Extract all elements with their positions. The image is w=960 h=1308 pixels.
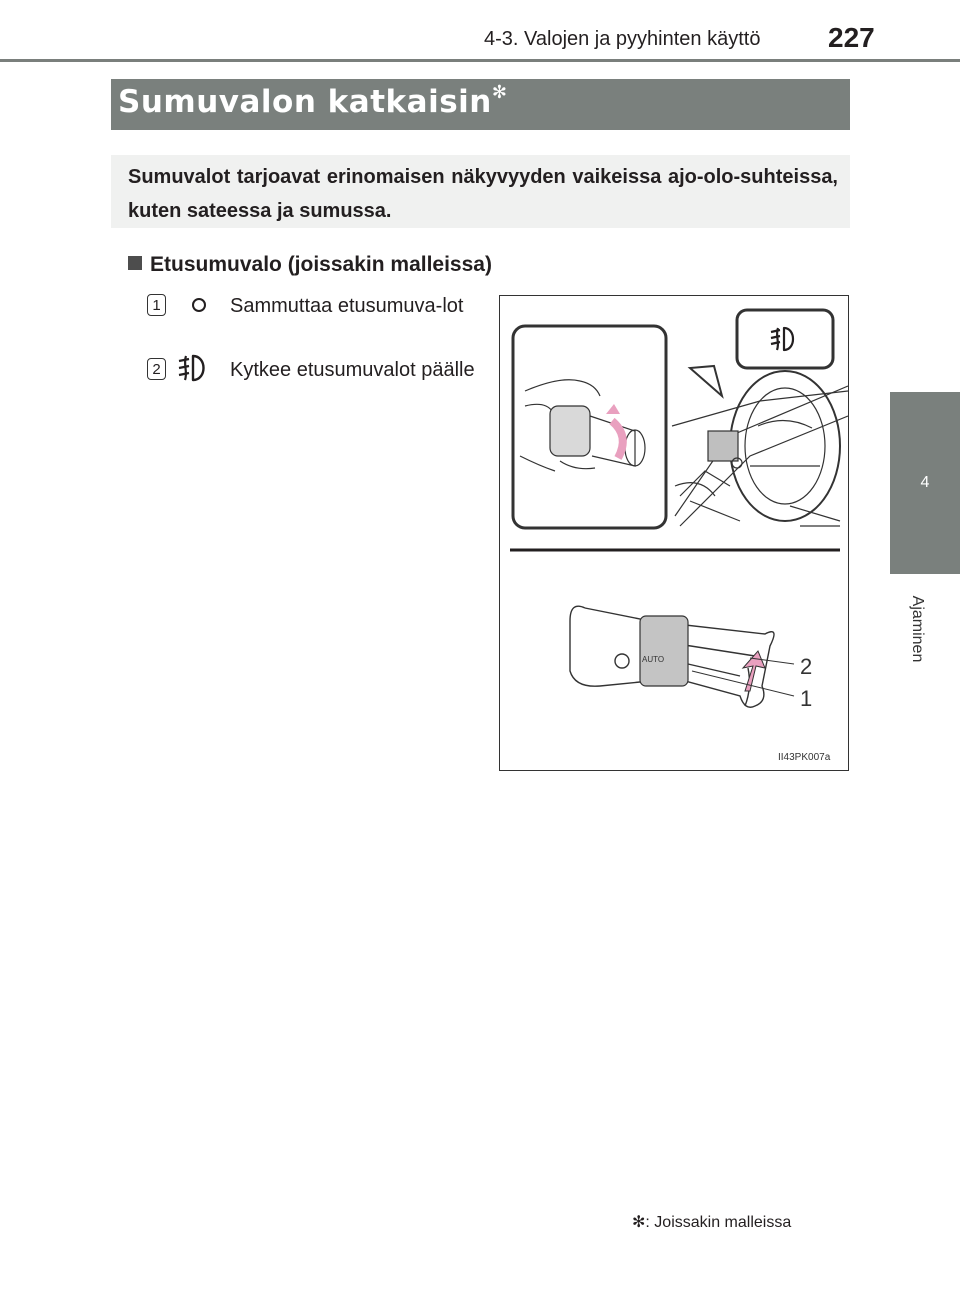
chapter-number: 4 — [920, 474, 930, 491]
page-number: 227 — [828, 22, 875, 53]
chapter-label-text: Ajaminen — [909, 595, 926, 663]
footnote — [632, 1212, 791, 1232]
footnote-marker: ✻ — [632, 1214, 646, 1231]
square-bullet-icon — [128, 256, 142, 270]
switch-illustration — [499, 295, 849, 771]
title-marker: ✻ — [491, 82, 508, 103]
item-number-badge: 1 — [147, 294, 166, 316]
item-description-text: Kytkee etusumuvalot päälle — [230, 359, 475, 381]
callout-1: 1 — [800, 686, 813, 711]
section-heading — [128, 253, 492, 277]
chapter-tab — [890, 392, 960, 574]
item-description: Sammuttaa etusumuva-lot — [230, 295, 464, 317]
figure-code: II43PK007a — [778, 752, 831, 763]
page-title — [118, 84, 507, 120]
header-rule — [0, 59, 960, 62]
fog-light-off-icon — [192, 298, 206, 312]
intro-text: Sumuvalot tarjoavat erinomaisen näkyvyyden vaikeissa ajo-olo-suhteissa, kuten sateessa ja sumussa. — [128, 166, 838, 222]
auto-label: AUTO — [642, 655, 665, 664]
illustration-drawing — [500, 296, 848, 770]
item-description — [230, 356, 482, 384]
chapter-label — [903, 584, 931, 674]
front-fog-light-icon — [176, 352, 210, 389]
footnote-text: : Joissakin malleissa — [645, 1214, 792, 1231]
header-section-title: 4-3. Valojen ja pyyhinten käyttö — [484, 28, 761, 50]
item-number-badge: 2 — [147, 358, 166, 380]
section-heading-text: Etusumuvalo (joissakin malleissa) — [150, 253, 492, 276]
page-title-text: Sumuvalon katkaisin — [118, 84, 492, 120]
callout-2: 2 — [800, 654, 813, 679]
